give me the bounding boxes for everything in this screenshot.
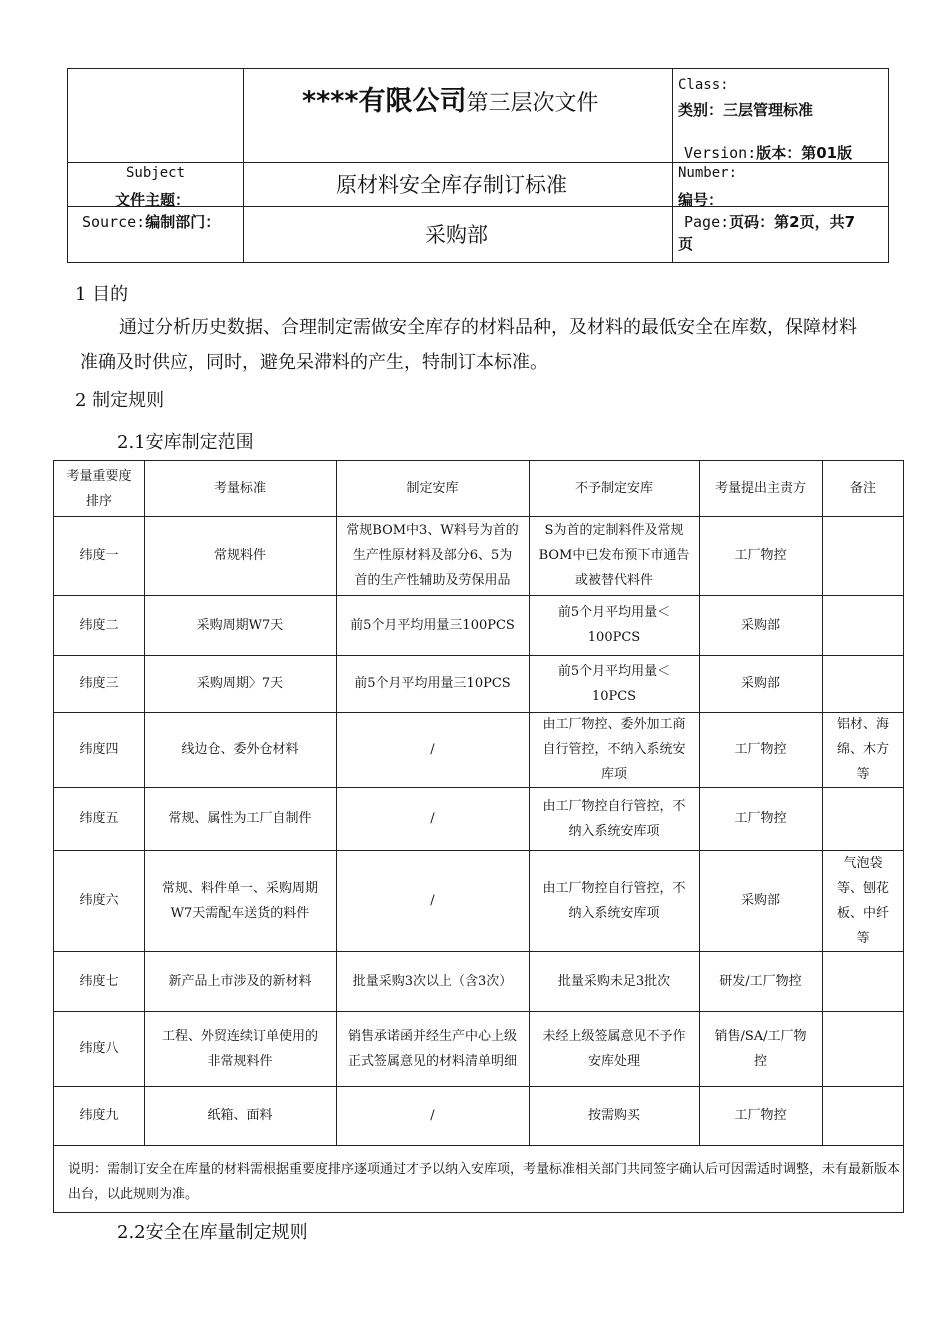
cell-line: 前5个月平均用量＜ [557,663,671,679]
cell-line: 前5个月平均用量＜ [557,605,671,620]
cell-set [336,1011,529,1086]
cell-line: / [430,893,435,908]
cell-line: 常规料件 [213,548,266,563]
cell-line: 采购周期〉7天 [196,676,284,691]
cell-line: 前5个月平均用量三100PCS [350,617,515,633]
cell-line: / [430,811,435,826]
cell-line: 或被替代料件 [574,573,653,588]
version-value: 版本：第01版 [756,144,853,162]
cell-criteria [144,1086,336,1145]
cell-owner [699,951,822,1011]
section-2-2-title: 2.2安全在库量制定规则 [117,1222,308,1243]
cell-line: 由工厂物控自行管控，不 [542,798,686,814]
cell-rank [54,787,144,850]
subject-label: Subject [126,165,186,181]
cell-criteria [144,595,336,655]
cell-owner [699,516,822,595]
cell-owner [699,850,822,951]
cell-rank [54,1086,144,1145]
cell-line: 常规、料件单一、采购周期 [161,880,318,896]
subject-value: 原材料安全库存制订标准 [336,173,567,197]
cell-remark [822,712,904,787]
version-label: Version: [684,144,757,162]
cell-line: 板、中纤 [836,905,889,921]
source-value: 采购部 [425,223,488,247]
cell-line: 工厂物控 [734,548,787,563]
cell-line: 纬度四 [79,742,119,757]
th-rank [54,461,144,516]
page-info [684,211,855,232]
cell-criteria [144,712,336,787]
cell-set [336,951,529,1011]
section-2-title: 2 制定规则 [75,390,165,411]
section-1-line2: 准确及时供应，同时，避免呆滞料的产生，特制订本标准。 [80,352,548,373]
cell-line: 控 [753,1053,767,1069]
cell-line: 绵、木方 [836,742,889,757]
cell-set [336,655,529,712]
cell-line: 采购部 [740,617,780,633]
cell-line: / [430,1108,435,1123]
page-line1: 页码：第2页，共7 [729,213,856,231]
cell-line: 线边仓、委外仓材料 [181,742,299,757]
cell-notset [529,516,699,595]
cell-remark [822,1011,904,1086]
th-notset: 不予制定安库 [574,481,653,496]
cell-notset [529,1086,699,1145]
cell-line: 常规BOM中3、W料号为首的 [346,523,519,538]
cell-line: 未经上级签属意见不予作 [542,1028,686,1044]
cell-line: 销售承诺函并经生产中心上级 [347,1028,517,1044]
company-name: ****有限公司 [302,86,467,117]
cell-line: 工厂物控 [734,742,787,757]
cell-set [336,516,529,595]
cell-owner [699,1086,822,1145]
table-row-divider [54,1145,903,1146]
cell-criteria [144,516,336,595]
cell-remark [822,595,904,655]
cell-line: 10PCS [591,688,637,704]
cell-line: W7天需配车送货的料件 [170,905,310,921]
page-prefix: Page: [684,213,730,231]
cell-criteria [144,787,336,850]
th-set: 制定安库 [406,481,459,496]
doc-title [302,79,599,118]
cell-owner [699,595,822,655]
table-note: 说明：需制订安全在库量的材料需根据重要度排序逐项通过才予以纳入安库项，考量标准相关部门共同签字确认后可因需适时调整，未有最新版本出台，以此规则为准。 [68,1162,901,1202]
cell-line: 批量采购3次以上（含3次） [352,973,513,989]
cell-criteria [144,655,336,712]
number-cn-label: 编号： [678,191,724,209]
th-rank-line: 排序 [85,493,112,509]
cell-rank [54,951,144,1011]
cell-line: 安库处理 [587,1053,640,1069]
cell-notset [529,595,699,655]
cell-remark [822,951,904,1011]
cell-owner [699,787,822,850]
cell-rank [54,516,144,595]
cell-line: 纬度八 [79,1041,119,1056]
cell-remark [822,655,904,712]
cell-line: 前5个月平均用量三10PCS [354,676,511,691]
cell-criteria [144,850,336,951]
cell-line: 纳入系统安库项 [568,823,660,839]
cell-line: / [430,742,435,757]
cell-line: 纸箱、面料 [207,1108,273,1123]
cell-line: 纳入系统安库项 [568,905,660,921]
header-divider [243,69,244,262]
th-criteria: 考量标准 [213,481,266,496]
cell-set [336,850,529,951]
cell-line: 正式签属意见的材料清单明细 [347,1053,517,1069]
page-line2: 页 [678,235,694,253]
cell-notset [529,850,699,951]
cell-line: BOM中已发布预下市通告 [538,548,690,563]
cell-line: 自行管控，不纳入系统安 [542,742,686,757]
cell-line: 首的生产性辅助及劳保用品 [354,573,511,588]
th-rank-line: 考量重要度 [66,468,132,484]
safety-stock-scope-table [53,460,904,1213]
source-label [82,211,220,232]
cell-line: 100PCS [587,630,641,645]
cell-set [336,712,529,787]
doc-level: 第三层次文件 [466,91,599,116]
cell-line: 库项 [600,767,627,782]
cell-notset [529,1011,699,1086]
cell-remark [822,787,904,850]
cell-set [336,595,529,655]
cell-line: 等 [856,930,870,946]
cell-line: 纬度六 [79,893,119,908]
cell-rank [54,712,144,787]
cell-line: 新产品上市涉及的新材料 [168,973,312,989]
header-divider [672,69,673,262]
cell-notset [529,655,699,712]
cell-notset [529,787,699,850]
cell-notset [529,951,699,1011]
th-owner: 考量提出主责方 [714,481,806,496]
cell-set [336,787,529,850]
cell-line: 纬度二 [79,617,119,633]
class-label: Class: [678,77,729,93]
cell-line: S为首的定制料件及常规 [544,523,684,538]
cell-line: 纬度五 [79,811,119,826]
section-1-line1: 通过分析历史数据、合理制定需做安全库存的材料品种，及材料的最低安全在库数，保障材料 [119,317,857,338]
cell-set [336,1086,529,1145]
cell-notset [529,712,699,787]
document-header [67,68,889,263]
cell-line: 由工厂物控、委外加工商 [542,717,686,732]
class-value: 类别：三层管理标准 [678,101,814,119]
cell-owner [699,1011,822,1086]
number-label: Number: [678,165,738,181]
cell-line: 按需购买 [587,1108,640,1123]
cell-rank [54,655,144,712]
cell-line: 采购周期W7天 [196,617,284,633]
cell-line: 采购部 [740,893,780,908]
cell-rank [54,595,144,655]
version [684,142,852,163]
cell-remark [822,1086,904,1145]
th-remark: 备注 [849,481,876,496]
cell-line: 等 [856,767,870,782]
cell-line: 批量采购未足3批次 [557,973,671,989]
section-1-title: 1 目的 [75,284,129,305]
subject-cn-label: 文件主题： [115,191,191,209]
cell-line: 非常规料件 [207,1053,273,1069]
cell-rank [54,850,144,951]
cell-line: 等、刨花 [836,880,889,896]
cell-line: 销售/SA/工厂物 [714,1028,807,1044]
cell-line: 采购部 [740,676,780,691]
cell-owner [699,655,822,712]
cell-line: 工程、外贸连续订单使用的 [161,1028,318,1044]
cell-line: 纬度九 [79,1108,119,1123]
section-2-1-title: 2.1安库制定范围 [117,432,254,453]
cell-line: 研发/工厂物控 [719,973,802,989]
cell-rank [54,1011,144,1086]
cell-line: 生产性原材料及部分6、5为 [352,548,513,563]
cell-line: 气泡袋 [843,855,883,871]
source-prefix: Source: [82,213,146,231]
cell-criteria [144,1011,336,1086]
cell-remark [822,516,904,595]
source-cn: 编制部门： [145,213,221,231]
cell-line: 由工厂物控自行管控，不 [542,880,686,896]
cell-remark [822,850,904,951]
cell-line: 纬度三 [79,676,119,691]
cell-criteria [144,951,336,1011]
cell-line: 铝材、海 [836,717,889,732]
cell-line: 纬度七 [79,973,119,989]
header-divider [68,206,888,207]
cell-line: 纬度一 [79,548,119,563]
cell-line: 工厂物控 [734,811,787,826]
cell-line: 常规、属性为工厂自制件 [168,811,312,826]
cell-owner [699,712,822,787]
cell-line: 工厂物控 [734,1108,787,1123]
